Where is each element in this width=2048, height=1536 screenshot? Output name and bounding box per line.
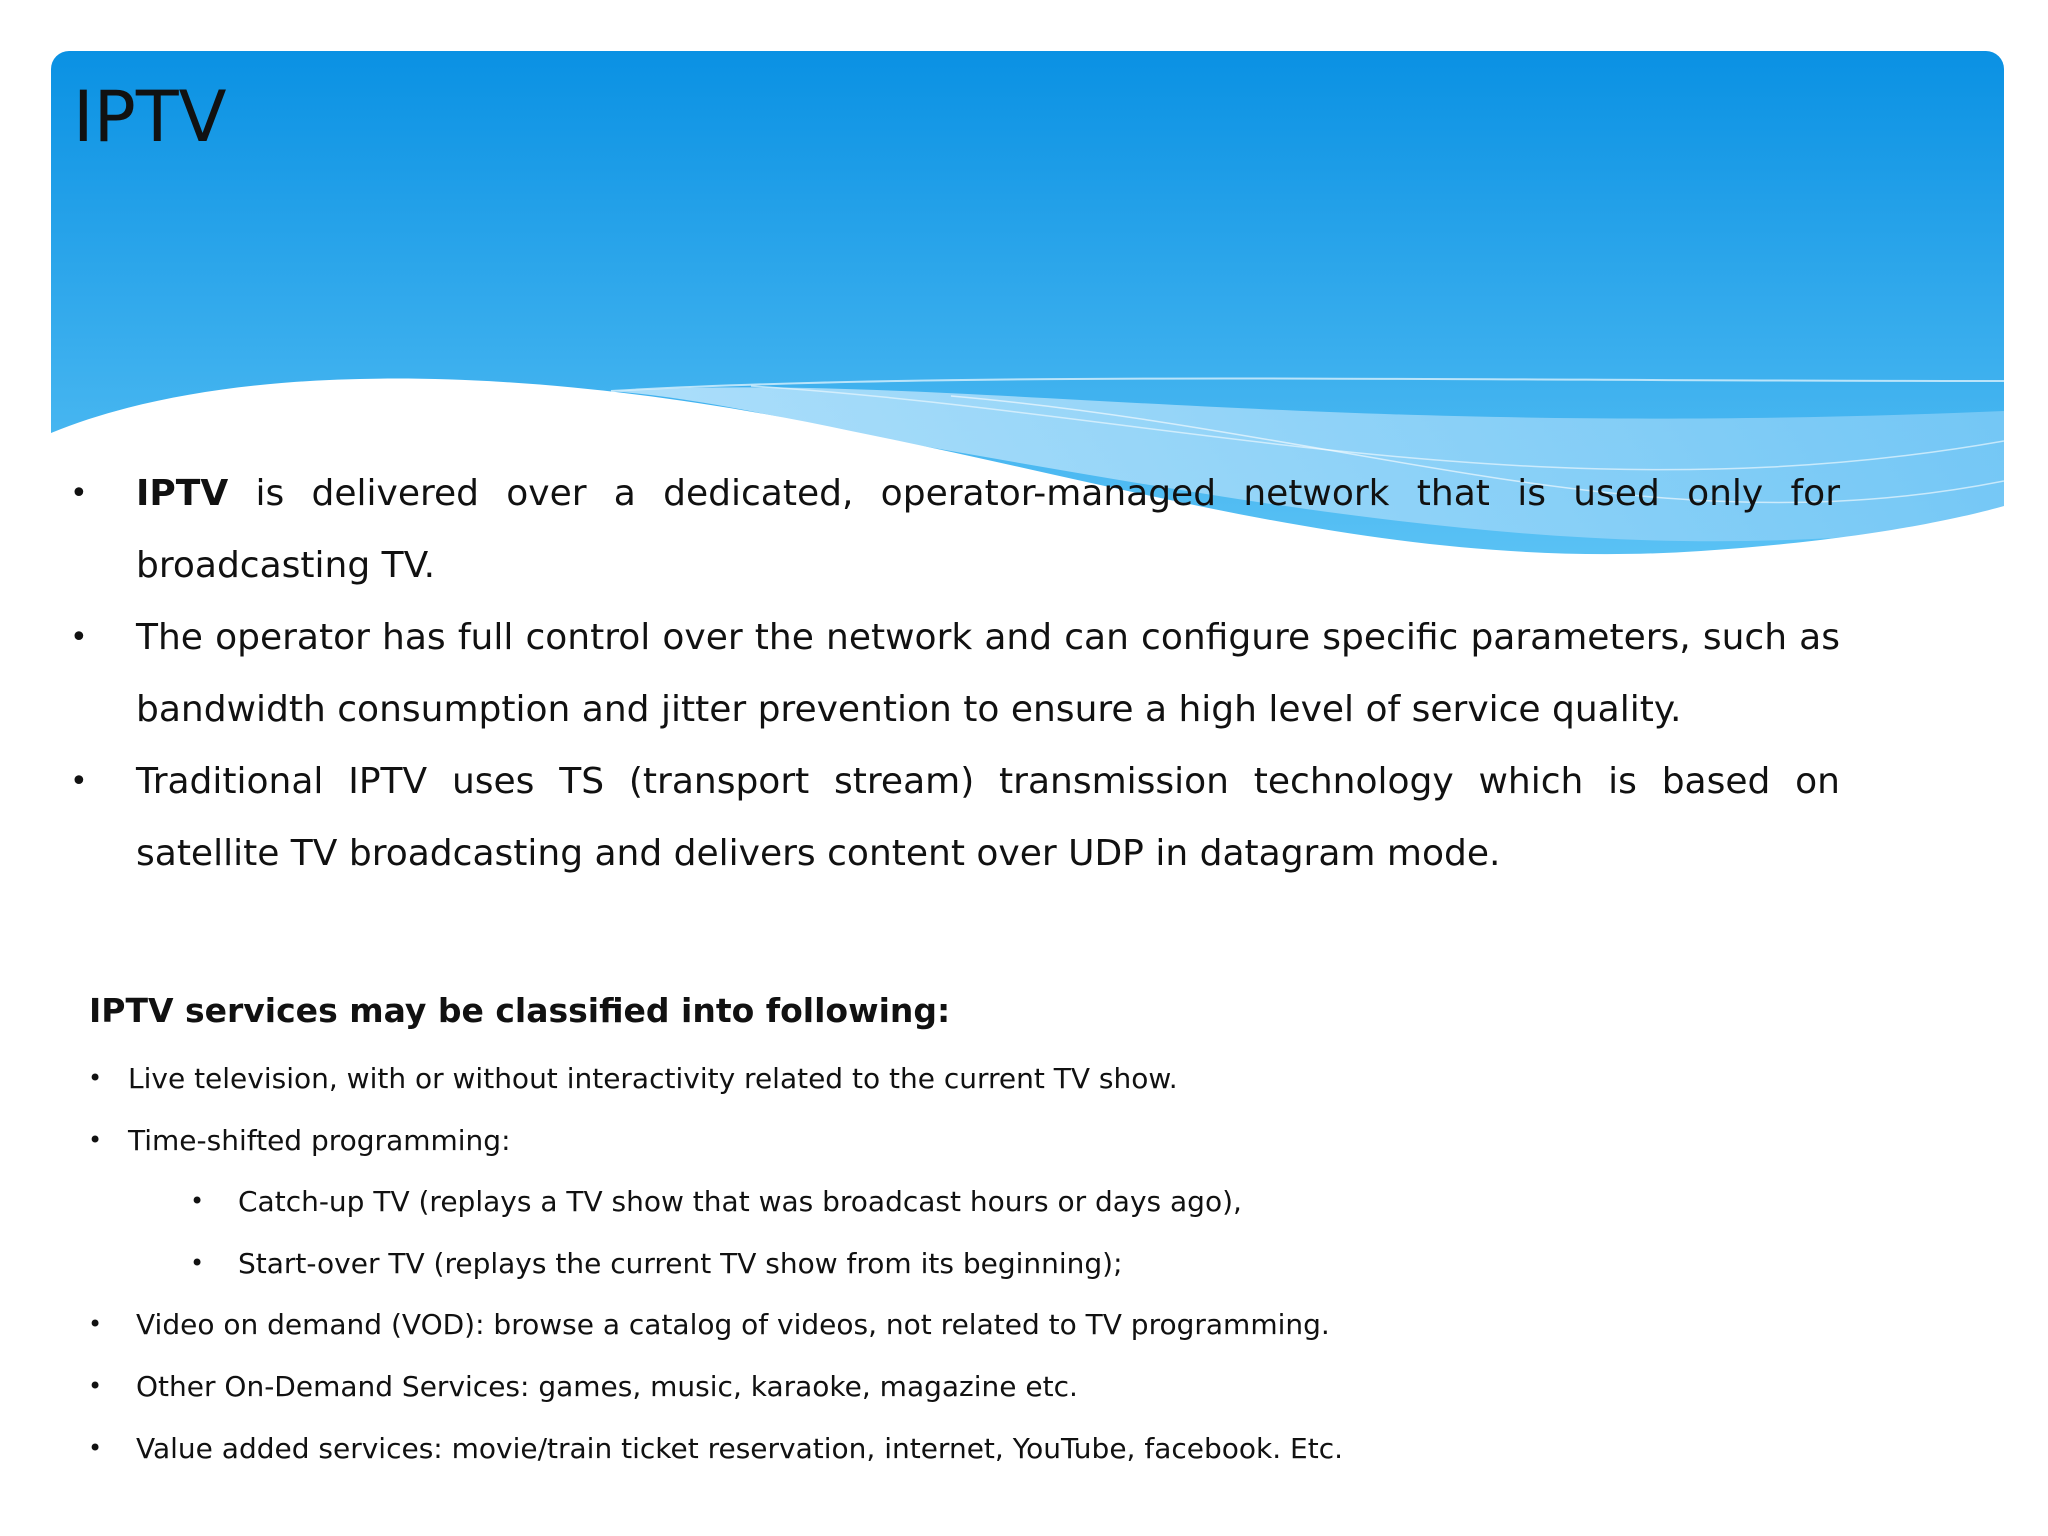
bullet-bold-term: IPTV bbox=[136, 473, 229, 514]
bullet-dot-icon: • bbox=[190, 1248, 205, 1277]
bullet-dot-icon: • bbox=[190, 1187, 205, 1216]
bullet-dot-icon: • bbox=[70, 620, 88, 655]
bullet-dot-icon: • bbox=[88, 1064, 103, 1092]
service-item bbox=[0, 1110, 1900, 1172]
service-item bbox=[0, 1294, 1900, 1356]
service-subitem bbox=[0, 1233, 1900, 1295]
bullet-dot-icon: • bbox=[88, 1433, 103, 1462]
bullet-dot-icon: • bbox=[88, 1310, 103, 1339]
service-text: Time-shifted programming: bbox=[128, 1123, 511, 1157]
service-text: Live television, with or without interactivity related to the current TV show. bbox=[128, 1062, 1178, 1095]
slide-title: IPTV bbox=[73, 76, 227, 158]
bullet-dot-icon: • bbox=[70, 476, 88, 511]
service-text: Start-over TV (replays the current TV show from its beginning); bbox=[238, 1246, 1123, 1280]
main-bullet-list bbox=[0, 458, 1840, 890]
bullet-text: Traditional IPTV uses TS (transport stream) transmission technology which is based on satellite TV broadcasting and delivers content over UDP in datagram mode. bbox=[136, 761, 1840, 874]
service-item bbox=[0, 1418, 1900, 1480]
bullet-text: The operator has full control over the network and can configure specific parameters, such as bandwidth consumption and jitter prevention to ensure a high level of service quality. bbox=[136, 617, 1840, 730]
bullet-dot-icon: • bbox=[88, 1125, 103, 1154]
bullet-dot-icon: • bbox=[88, 1371, 103, 1400]
service-text: Video on demand (VOD): browse a catalog of videos, not related to TV programming. bbox=[136, 1308, 1330, 1342]
bullet-dot-icon: • bbox=[70, 764, 88, 799]
services-heading: IPTV services may be classified into following: bbox=[89, 991, 951, 1030]
service-text: Other On-Demand Services: games, music, karaoke, magazine etc. bbox=[136, 1369, 1078, 1403]
service-subitem bbox=[0, 1171, 1900, 1233]
service-item bbox=[0, 1356, 1900, 1418]
bullet-item bbox=[0, 602, 1840, 746]
service-item bbox=[0, 1048, 1900, 1110]
services-list bbox=[0, 1048, 1900, 1479]
service-text: Value added services: movie/train ticket reservation, internet, YouTube, facebook. Etc. bbox=[136, 1431, 1344, 1465]
bullet-text: is delivered over a dedicated, operator-managed network that is used only for broadcasting TV. bbox=[136, 473, 1840, 586]
bullet-item bbox=[0, 458, 1840, 602]
service-text: Catch-up TV (replays a TV show that was broadcast hours or days ago), bbox=[238, 1185, 1242, 1219]
bullet-item bbox=[0, 746, 1840, 890]
